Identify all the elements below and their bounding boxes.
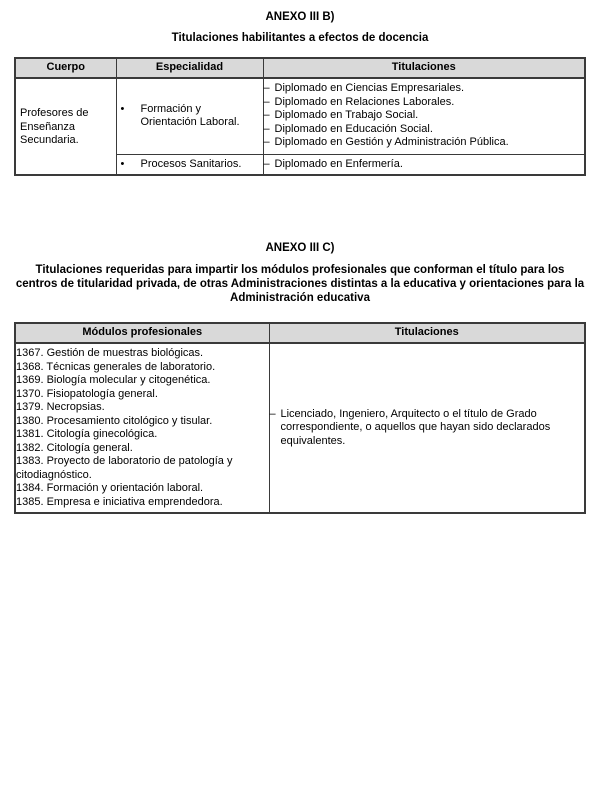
list-item: 1368. Técnicas generales de laboratorio. xyxy=(16,360,216,373)
titulaciones-cell xyxy=(263,78,585,154)
annex-b-table xyxy=(14,57,586,176)
cuerpo-text: Profesores de Enseñanza Secundaria. xyxy=(20,107,89,147)
list-item: 1384. Formación y orientación laboral. xyxy=(16,482,204,494)
table-row xyxy=(15,343,585,513)
bullet-icon: • xyxy=(120,102,125,115)
annex-c-title: ANEXO III C) xyxy=(265,242,335,254)
header-titulaciones: Titulaciones xyxy=(263,58,585,78)
header-titulaciones: Titulaciones xyxy=(269,323,585,343)
especialidad-text: Formación y Orientación Laboral. xyxy=(140,102,240,129)
titulaciones-cell xyxy=(263,154,585,175)
annex-b-subtitle: Titulaciones habilitantes a efectos de docencia xyxy=(171,32,429,44)
list-item: – Diplomado en Trabajo Social. xyxy=(264,109,585,123)
table-header-row xyxy=(15,323,585,343)
especialidad-text: Procesos Sanitarios. xyxy=(140,157,242,170)
table-header-row xyxy=(15,58,585,78)
list-item: 1367. Gestión de muestras biológicas. xyxy=(16,347,204,359)
modulos-cell xyxy=(15,343,269,513)
list-item: 1381. Citología ginecológica. xyxy=(16,428,158,440)
list-item: 1369. Biología molecular y citogenética. xyxy=(16,374,211,386)
especialidad-cell xyxy=(116,78,263,154)
titulaciones-cell xyxy=(269,343,585,513)
annex-c-subtitle: Titulaciones requeridas para impartir los módulos profesionales que conforman el título para los centros de titularidad privada, de otras Administraciones distintas a la educativa y orientaciones para la Administración educativa xyxy=(15,264,585,304)
header-especialidad: Especialidad xyxy=(116,58,263,78)
table-row xyxy=(15,78,585,154)
cuerpo-cell xyxy=(15,78,116,175)
list-item: 1382. Citología general. xyxy=(16,441,133,454)
list-item: – Diplomado en Relaciones Laborales. xyxy=(264,96,585,110)
header-modulos: Módulos profesionales xyxy=(15,323,269,343)
annex-b-title: ANEXO III B) xyxy=(265,11,335,23)
list-item: – Diplomado en Educación Social. xyxy=(264,123,585,137)
list-item: 1385. Empresa e iniciativa emprendedora. xyxy=(16,495,223,508)
bullet-icon: • xyxy=(120,157,125,170)
list-item: – Licenciado, Ingeniero, Arquitecto o el título de Grado correspondiente, o aquellos que hayan sido declarados equivalentes. xyxy=(270,408,565,449)
list-item: – Diplomado en Enfermería. xyxy=(264,158,585,172)
list-item: – Diplomado en Gestión y Administración Pública. xyxy=(264,136,585,150)
list-item: 1380. Procesamiento citológico y tisular. xyxy=(16,414,213,427)
list-item: 1370. Fisiopatología general. xyxy=(16,387,158,400)
especialidad-cell xyxy=(116,154,263,175)
list-item: – Diplomado en Ciencias Empresariales. xyxy=(264,82,585,96)
list-item: 1379. Necropsias. xyxy=(16,401,105,413)
header-cuerpo: Cuerpo xyxy=(15,58,116,78)
annex-c-table xyxy=(14,322,586,514)
list-item: 1383. Proyecto de laboratorio de patología y citodiagnóstico. xyxy=(16,455,233,481)
